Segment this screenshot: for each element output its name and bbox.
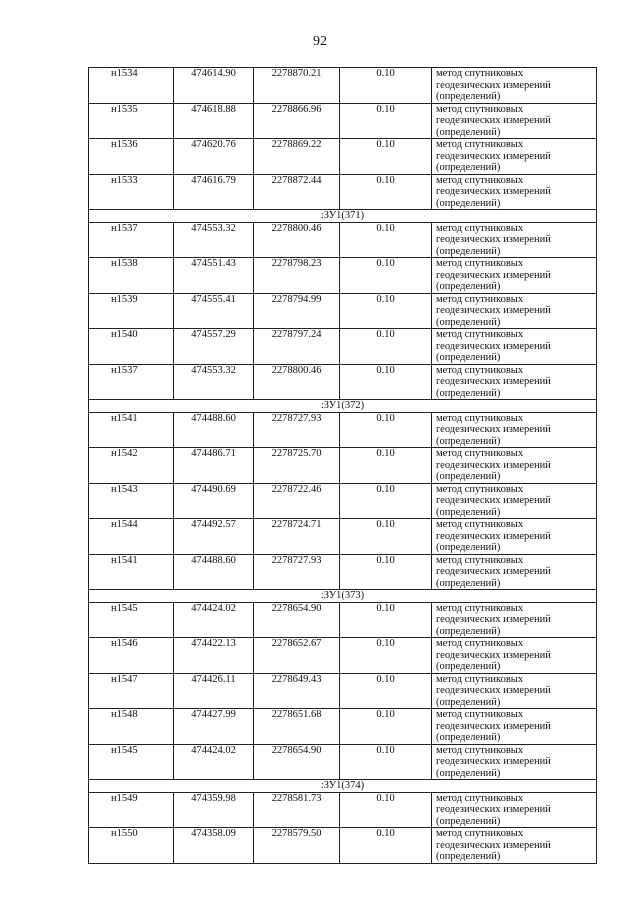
x-coordinate-cell: 474620.76 xyxy=(174,139,254,175)
x-coordinate-cell: 474492.57 xyxy=(174,519,254,555)
point-name-cell: н1541 xyxy=(89,554,174,590)
method-line: геодезических измерений xyxy=(436,649,551,661)
method-line: (определений) xyxy=(436,471,501,482)
method-line: метод спутниковых xyxy=(436,448,524,459)
method-line: геодезических измерений xyxy=(436,459,551,471)
point-name-cell: н1537 xyxy=(89,222,174,258)
method-line: метод спутниковых xyxy=(436,293,524,305)
point-name-cell: н1542 xyxy=(89,448,174,484)
method-line: (определений) xyxy=(436,197,501,209)
method-line: (определений) xyxy=(436,281,501,292)
accuracy-cell: 0.10 xyxy=(340,329,432,365)
accuracy-cell: 0.10 xyxy=(340,68,432,104)
table-row xyxy=(89,602,597,638)
method-cell xyxy=(432,744,597,780)
coordinates-table-body xyxy=(89,68,597,864)
method-line: метод спутниковых xyxy=(436,638,524,649)
method-line: (определений) xyxy=(436,577,501,589)
method-cell xyxy=(432,673,597,709)
accuracy-cell: 0.10 xyxy=(340,412,432,448)
method-line: метод спутниковых xyxy=(436,103,524,115)
method-cell xyxy=(432,554,597,590)
table-row xyxy=(89,103,597,139)
x-coordinate-cell: 474553.32 xyxy=(174,222,254,258)
method-line: геодезических измерений xyxy=(436,685,551,696)
y-coordinate-cell: 2278870.21 xyxy=(254,68,340,104)
accuracy-cell: 0.10 xyxy=(340,174,432,210)
x-coordinate-cell: 474553.32 xyxy=(174,364,254,400)
y-coordinate-cell: 2278651.68 xyxy=(254,709,340,745)
accuracy-cell: 0.10 xyxy=(340,673,432,709)
y-coordinate-cell: 2278724.71 xyxy=(254,519,340,555)
point-name-cell: н1535 xyxy=(89,103,174,139)
x-coordinate-cell: 474557.29 xyxy=(174,329,254,365)
y-coordinate-cell: 2278797.24 xyxy=(254,329,340,365)
point-name-cell: н1547 xyxy=(89,673,174,709)
method-cell xyxy=(432,68,597,104)
method-line: (определений) xyxy=(436,387,501,399)
y-coordinate-cell: 2278727.93 xyxy=(254,554,340,590)
page-number: 92 xyxy=(313,34,327,49)
y-coordinate-cell: 2278581.73 xyxy=(254,792,340,828)
accuracy-cell: 0.10 xyxy=(340,258,432,294)
table-row xyxy=(89,329,597,365)
method-line: метод спутниковых xyxy=(436,174,524,186)
point-name-cell: н1540 xyxy=(89,329,174,365)
table-row xyxy=(89,673,597,709)
x-coordinate-cell: 474358.09 xyxy=(174,828,254,864)
method-cell xyxy=(432,792,597,828)
accuracy-cell: 0.10 xyxy=(340,602,432,638)
method-line: (определений) xyxy=(436,245,501,257)
table-row xyxy=(89,364,597,400)
method-cell xyxy=(432,602,597,638)
method-line: метод спутниковых xyxy=(436,412,524,424)
method-cell xyxy=(432,483,597,519)
method-line: (определений) xyxy=(436,126,501,138)
method-line: геодезических измерений xyxy=(436,720,551,732)
method-line: метод спутниковых xyxy=(436,258,524,269)
table-row xyxy=(89,68,597,104)
point-name-cell: н1541 xyxy=(89,412,174,448)
method-line: геодезических измерений xyxy=(436,566,551,577)
method-line: метод спутниковых xyxy=(436,68,524,79)
x-coordinate-cell: 474551.43 xyxy=(174,258,254,294)
method-cell xyxy=(432,293,597,329)
section-header-row xyxy=(89,210,597,223)
section-header-row xyxy=(89,590,597,603)
method-line: метод спутниковых xyxy=(436,709,524,720)
method-line: геодезических измерений xyxy=(436,79,551,91)
method-line: метод спутниковых xyxy=(436,602,524,614)
y-coordinate-cell: 2278652.67 xyxy=(254,638,340,674)
method-line: геодезических измерений xyxy=(436,305,551,316)
point-name-cell: н1537 xyxy=(89,364,174,400)
method-line: метод спутниковых xyxy=(436,364,524,376)
method-line: геодезических измерений xyxy=(436,340,551,352)
accuracy-cell: 0.10 xyxy=(340,293,432,329)
x-coordinate-cell: 474618.88 xyxy=(174,103,254,139)
accuracy-cell: 0.10 xyxy=(340,483,432,519)
table-row xyxy=(89,448,597,484)
x-coordinate-cell: 474426.11 xyxy=(174,673,254,709)
y-coordinate-cell: 2278798.23 xyxy=(254,258,340,294)
method-line: (определений) xyxy=(436,91,501,102)
table-row xyxy=(89,792,597,828)
method-line: (определений) xyxy=(436,661,501,672)
accuracy-cell: 0.10 xyxy=(340,139,432,175)
accuracy-cell: 0.10 xyxy=(340,744,432,780)
x-coordinate-cell: 474488.60 xyxy=(174,554,254,590)
table-row xyxy=(89,258,597,294)
point-name-cell: н1536 xyxy=(89,139,174,175)
method-line: метод спутниковых xyxy=(436,139,524,150)
x-coordinate-cell: 474614.90 xyxy=(174,68,254,104)
method-line: (определений) xyxy=(436,625,501,637)
method-line: (определений) xyxy=(436,696,501,708)
method-line: (определений) xyxy=(436,506,501,518)
method-cell xyxy=(432,638,597,674)
method-cell xyxy=(432,448,597,484)
method-cell xyxy=(432,139,597,175)
point-name-cell: н1544 xyxy=(89,519,174,555)
method-cell xyxy=(432,828,597,864)
coordinates-table xyxy=(88,67,597,864)
method-line: метод спутниковых xyxy=(436,744,524,756)
x-coordinate-cell: 474490.69 xyxy=(174,483,254,519)
section-label: :ЗУ1(371) xyxy=(89,210,597,223)
y-coordinate-cell: 2278579.50 xyxy=(254,828,340,864)
x-coordinate-cell: 474488.60 xyxy=(174,412,254,448)
method-line: метод спутниковых xyxy=(436,329,524,340)
accuracy-cell: 0.10 xyxy=(340,103,432,139)
accuracy-cell: 0.10 xyxy=(340,709,432,745)
accuracy-cell: 0.10 xyxy=(340,448,432,484)
x-coordinate-cell: 474424.02 xyxy=(174,602,254,638)
method-line: метод спутниковых xyxy=(436,483,524,495)
method-line: геодезических измерений xyxy=(436,756,551,767)
method-line: геодезических измерений xyxy=(436,269,551,281)
x-coordinate-cell: 474359.98 xyxy=(174,792,254,828)
method-cell xyxy=(432,103,597,139)
accuracy-cell: 0.10 xyxy=(340,364,432,400)
table-row xyxy=(89,828,597,864)
method-line: геодезических измерений xyxy=(436,186,551,197)
x-coordinate-cell: 474616.79 xyxy=(174,174,254,210)
method-cell xyxy=(432,258,597,294)
point-name-cell: н1548 xyxy=(89,709,174,745)
method-cell xyxy=(432,174,597,210)
method-line: метод спутниковых xyxy=(436,792,524,804)
method-line: геодезических измерений xyxy=(436,804,551,815)
method-line: метод спутниковых xyxy=(436,519,524,530)
table-row xyxy=(89,554,597,590)
point-name-cell: н1534 xyxy=(89,68,174,104)
method-line: геодезических измерений xyxy=(436,495,551,506)
point-name-cell: н1549 xyxy=(89,792,174,828)
y-coordinate-cell: 2278869.22 xyxy=(254,139,340,175)
accuracy-cell: 0.10 xyxy=(340,222,432,258)
point-name-cell: н1545 xyxy=(89,602,174,638)
method-line: (определений) xyxy=(436,316,501,328)
point-name-cell: н1538 xyxy=(89,258,174,294)
method-line: метод спутниковых xyxy=(436,222,524,234)
table-row xyxy=(89,412,597,448)
point-name-cell: н1546 xyxy=(89,638,174,674)
section-label: :ЗУ1(374) xyxy=(89,780,597,793)
point-name-cell: н1550 xyxy=(89,828,174,864)
section-label: :ЗУ1(372) xyxy=(89,400,597,413)
y-coordinate-cell: 2278866.96 xyxy=(254,103,340,139)
y-coordinate-cell: 2278654.90 xyxy=(254,744,340,780)
method-line: геодезических измерений xyxy=(436,150,551,162)
y-coordinate-cell: 2278794.99 xyxy=(254,293,340,329)
method-cell xyxy=(432,412,597,448)
table-row xyxy=(89,293,597,329)
x-coordinate-cell: 474555.41 xyxy=(174,293,254,329)
point-name-cell: н1539 xyxy=(89,293,174,329)
method-cell xyxy=(432,364,597,400)
method-line: геодезических измерений xyxy=(436,530,551,542)
x-coordinate-cell: 474424.02 xyxy=(174,744,254,780)
x-coordinate-cell: 474486.71 xyxy=(174,448,254,484)
method-line: метод спутниковых xyxy=(436,554,524,566)
method-line: геодезических измерений xyxy=(436,614,551,625)
method-line: (определений) xyxy=(436,435,501,447)
method-line: геодезических измерений xyxy=(436,376,551,387)
y-coordinate-cell: 2278654.90 xyxy=(254,602,340,638)
y-coordinate-cell: 2278725.70 xyxy=(254,448,340,484)
method-line: метод спутниковых xyxy=(436,673,524,685)
accuracy-cell: 0.10 xyxy=(340,638,432,674)
method-cell xyxy=(432,222,597,258)
method-line: (определений) xyxy=(436,542,501,553)
y-coordinate-cell: 2278800.46 xyxy=(254,222,340,258)
y-coordinate-cell: 2278649.43 xyxy=(254,673,340,709)
table-row xyxy=(89,222,597,258)
accuracy-cell: 0.10 xyxy=(340,519,432,555)
x-coordinate-cell: 474422.13 xyxy=(174,638,254,674)
method-cell xyxy=(432,519,597,555)
y-coordinate-cell: 2278722.46 xyxy=(254,483,340,519)
table-row xyxy=(89,139,597,175)
table-row xyxy=(89,519,597,555)
y-coordinate-cell: 2278800.46 xyxy=(254,364,340,400)
accuracy-cell: 0.10 xyxy=(340,828,432,864)
method-line: (определений) xyxy=(436,815,501,827)
point-name-cell: н1543 xyxy=(89,483,174,519)
table-row xyxy=(89,174,597,210)
y-coordinate-cell: 2278727.93 xyxy=(254,412,340,448)
table-row xyxy=(89,638,597,674)
accuracy-cell: 0.10 xyxy=(340,792,432,828)
method-line: метод спутниковых xyxy=(436,828,524,839)
point-name-cell: н1545 xyxy=(89,744,174,780)
method-line: (определений) xyxy=(436,162,501,173)
table-row xyxy=(89,744,597,780)
table-row xyxy=(89,483,597,519)
method-line: геодезических измерений xyxy=(436,424,551,435)
method-cell xyxy=(432,709,597,745)
y-coordinate-cell: 2278872.44 xyxy=(254,174,340,210)
accuracy-cell: 0.10 xyxy=(340,554,432,590)
method-line: геодезических измерений xyxy=(436,839,551,851)
method-line: (определений) xyxy=(436,767,501,779)
section-label: :ЗУ1(373) xyxy=(89,590,597,603)
method-line: геодезических измерений xyxy=(436,234,551,245)
section-header-row xyxy=(89,780,597,793)
method-cell xyxy=(432,329,597,365)
section-header-row xyxy=(89,400,597,413)
method-line: (определений) xyxy=(436,732,501,743)
table-row xyxy=(89,709,597,745)
method-line: (определений) xyxy=(436,352,501,363)
point-name-cell: н1533 xyxy=(89,174,174,210)
x-coordinate-cell: 474427.99 xyxy=(174,709,254,745)
method-line: геодезических измерений xyxy=(436,115,551,126)
method-line: (определений) xyxy=(436,851,501,862)
